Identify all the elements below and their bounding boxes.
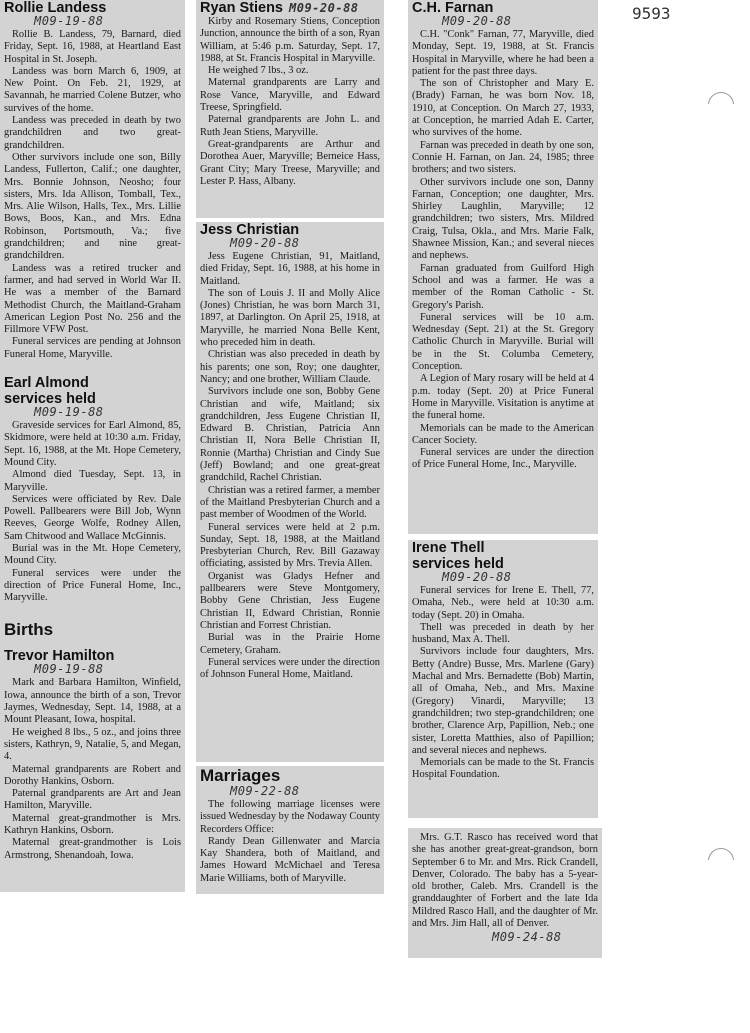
- paragraph: Funeral services for Irene E. Thell, 77, Omaha, Neb., were held at 10:30 a.m. today (Sept. 20) in Omaha.: [412, 585, 594, 621]
- paragraph: Funeral services were under the direction of Price Funeral Home, Inc., Maryville.: [4, 567, 181, 604]
- paragraph: Memorials can be made to the American Cancer Society.: [412, 422, 594, 446]
- paragraph: Landess was a retired trucker and farmer, and had served in World War II. He was a member of the Barnard Methodist Church, the Maitland-Graham American Legion Post No. 256 and the Fillmore VFW Post.: [4, 262, 181, 336]
- paragraph: Maternal great-grandmother is Lois Armstrong, Shenandoah, Iowa.: [4, 837, 181, 861]
- paragraph: Christian was a retired farmer, a member of the Maitland Presbyterian Church and a past member of Woodmen of the World.: [200, 484, 380, 521]
- binder-hole-bottom: [708, 848, 734, 874]
- headline-earl-almond: Earl Almond: [4, 375, 89, 392]
- paragraph: Great-grandparents are Arthur and Dorothea Auer, Maryville; Berneice Hass, Grant City; Mary Treese, Maryville; and Lester P. Hass, Albany.: [200, 138, 380, 187]
- obituary-rollie-landess: [4, 0, 181, 361]
- paragraph: Mark and Barbara Hamilton, Winfield, Iowa, announce the birth of a son, Trevor Jaymes, Wednesday, Sept. 14, 1988, at a Mount Pleasant, Iowa, hospital.: [4, 677, 181, 726]
- paragraph: Almond died Tuesday, Sept. 13, in Maryville.: [4, 469, 181, 493]
- paragraph: Funeral services are pending at Johnson Funeral Home, Maryville.: [4, 336, 181, 360]
- paragraph: Paternal grandparents are John L. and Ruth Jean Stiens, Maryville.: [200, 114, 380, 138]
- clipping-irene-thell: [408, 540, 598, 818]
- paragraph: Burial was in the Prairie Home Cemetery, Graham.: [200, 632, 380, 656]
- paragraph: Maternal grandparents are Robert and Dorothy Hankins, Osborn.: [4, 763, 181, 787]
- paragraph: C.H. "Conk" Farnan, 77, Maryville, died Monday, Sept. 19, 1988, at St. Francis Hospital in Maryville, where he had been a patient for the past three days.: [412, 29, 594, 77]
- paragraph: Funeral services are under the direction of Price Funeral Home, Inc., Maryville.: [412, 447, 594, 471]
- headline-ryan-stiens: [200, 0, 380, 16]
- paragraph: Kirby and Rosemary Stiens, Conception Junction, announce the birth of a son, Ryan William, at 5:46 p.m. Saturday, Sept. 17, 1988, at St. Francis Hospital in Maryville.: [200, 16, 380, 64]
- paragraph: A Legion of Mary rosary will be held at 4 p.m. today (Sept. 20) at Price Funeral Home in Maryville. Visitation is anytime at the funeral home.: [412, 373, 594, 422]
- paragraph: Randy Dean Gillenwater and Marcia Kay Shandera, both of Maitland, and James Howard McMichael and Teresa Marie Williams, both of Maryville.: [200, 835, 380, 884]
- paragraph: Rollie B. Landess, 79, Barnard, died Friday, Sept. 16, 1988, at Heartland East Hospital in St. Joseph.: [4, 29, 181, 65]
- paragraph: Other survivors include one son, Billy Landess, Fullerton, Calif.; one daughter, Mrs. Bonnie Johnson, Neosho; four sisters, Mrs. Ida Allison, Tomball, Tex., Mrs. Alie Wilson, Halls, Tex., Mrs. Lillie Bows, Boos, Kan., and Mrs. Edna Robinson, Portsmouth, Va.; five grandchildren; and nine great-grandchildren.: [4, 151, 181, 262]
- paragraph: He weighed 7 lbs., 3 oz.: [208, 65, 309, 77]
- headline-jess-christian: Jess Christian: [200, 222, 300, 238]
- paragraph: Organist was Gladys Hefner and pallbearers were Steve Montgomery, Bobby Gene Christian, Jess Eugene Christian II, Edward Christian, Ronnie Christian and Forrest Christian.: [200, 570, 380, 631]
- paragraph: Jess Eugene Christian, 91, Maitland, died Friday, Sept. 16, 1988, at his home in Maitland.: [200, 251, 380, 287]
- headline-services-held: services held: [4, 391, 96, 408]
- paragraph: Farnan was preceded in death by one son, Connie H. Farnan, on Jan. 24, 1985; three brothers; and two sisters.: [412, 139, 594, 176]
- headline-text: Ryan Stiens: [200, 0, 283, 16]
- handwritten-date: M09-20-88: [230, 236, 300, 250]
- handwritten-date: M09-19-88: [34, 405, 104, 420]
- handwritten-date: M09-22-88: [230, 784, 300, 798]
- paragraph: Services were officiated by Rev. Dale Powell. Pallbearers were Bill Job, Wynn Reeves, George Wolfe, Rodney Allen, Sam Chitwood and Wallace McGinnis.: [4, 493, 181, 542]
- headline-marriages: Marriages: [200, 766, 281, 785]
- obituary-earl-almond: [4, 375, 181, 604]
- paragraph: The son of Christopher and Mary E. (Brady) Farnan, he was born Nov. 18, 1910, at Conception. On March 27, 1933, at Conception, he married Adah E. Carter, who survives of the home.: [412, 78, 594, 139]
- paragraph: Funeral services were held at 2 p.m. Sunday, Sept. 18, 1988, at the Maitland Presbyterian Church, Rev. Bill Gazaway officiating, assisted by Mrs. Trevia Allen.: [200, 521, 380, 570]
- page-number: 9593: [632, 4, 671, 23]
- paragraph: The son of Louis J. II and Molly Alice (Jones) Christian, he was born March 31, 1897, at Darlington. On April 25, 1918, at Maryville, he married Nona Belle Kent, who preceded him in death.: [200, 287, 380, 349]
- handwritten-date: M09-19-88: [34, 14, 104, 28]
- paragraph: Mrs. G.T. Rasco has received word that she has another great-great-grandson, born September 6 to Mr. and Mrs. Rick Crandell, Denver, Colorado. The baby has a 5-year-old brother, Caleb. Mrs. Crandell is the granddaughter of Forbert and the late Ida Mildred Rasco Hall, and the daughter of Mr. and Mrs. Jim Hall, all of Denver.: [412, 832, 598, 930]
- clipping-rasco-great-grandson: [408, 828, 602, 958]
- paragraph: Maternal great-grandmother is Mrs. Kathryn Hankins, Osborn.: [4, 812, 181, 837]
- headline-irene-thell: Irene Thell: [412, 540, 485, 556]
- paragraph: Farnan graduated from Guilford High School and was a farmer. He was a member of the Roman Catholic - St. Gregory's Parish.: [412, 262, 594, 311]
- clipping-ryan-stiens: [196, 0, 384, 218]
- headline-births: Births: [4, 620, 54, 640]
- handwritten-date: M09-19-88: [34, 662, 104, 677]
- clipping-ch-farnan: [408, 0, 598, 534]
- section-births: [4, 620, 181, 640]
- paragraph: Christian was also preceded in death by his parents; one son, Roy; one daughter, Nancy; and one brother, William Claude.: [200, 349, 380, 385]
- headline-trevor-hamilton: Trevor Hamilton: [4, 648, 115, 665]
- paragraph: He weighed 8 lbs., 5 oz., and joins three sisters, Kathryn, 9, Natalie, 5, and Megan, 4.: [4, 726, 181, 763]
- paragraph: Memorials can be made to the St. Francis Hospital Foundation.: [412, 757, 594, 781]
- paragraph: Other survivors include one son, Danny Farnan, Conception; one daughter, Mrs. Shirley Laughlin, Maryville; 12 grandchildren; two sisters, Mrs. Mildred Craig, Tulsa, Okla., and Mrs. Marie Falk, Shawnee Mission, Kan.; and several nieces and nephews.: [412, 176, 594, 262]
- paragraph: Funeral services will be 10 a.m. Wednesday (Sept. 21) at the St. Gregory Catholic Church in Maryville. Burial will be in the St. Columba Cemetery, Conception.: [412, 311, 594, 373]
- paragraph: Landess was born March 6, 1909, at New Point. On Feb. 21, 1929, at Savannah, he married Colene Butzer, who survives of the home.: [4, 65, 181, 114]
- handwritten-date: M09-24-88: [492, 930, 562, 945]
- paragraph: Funeral services were under the direction of Johnson Funeral Home, Maitland.: [200, 656, 380, 681]
- headline-services-held: services held: [412, 556, 504, 572]
- clipping-marriages: [196, 766, 384, 894]
- binder-hole-top: [708, 92, 734, 118]
- paragraph: Landess was preceded in death by two grandchildren and two great-grandchildren.: [4, 115, 181, 151]
- headline-rollie-landess: Rollie Landess: [4, 0, 107, 16]
- headline-ch-farnan: C.H. Farnan: [412, 0, 494, 16]
- paragraph: Thell was preceded in death by her husband, Max A. Thell.: [412, 621, 594, 646]
- paragraph: Maternal grandparents are Larry and Rose Vance, Maryville, and Edward Treese, Springfield.: [200, 77, 380, 114]
- handwritten-date: M09-20-88: [442, 14, 512, 28]
- paragraph: Survivors include four daughters, Mrs. Betty (Andre) Busse, Mrs. Marlene (Gary) Machal and Mrs. Bernadette (Bob) Martin, all of Omaha, Neb., and Mrs. Maxine (Gregory) Vinardi, Maryville; 13 grandchildren; two step-grandchildren; one brother, Clarence Arp, Papillion, Neb.; one sister, Loretta Matthies, also of Papillion; and several nieces and nephews.: [412, 646, 594, 756]
- clipping-jess-christian: [196, 222, 384, 762]
- clipping-column-1: [0, 0, 185, 892]
- paragraph: Burial was in the Mt. Hope Cemetery, Mound City.: [4, 542, 181, 567]
- paragraph: Survivors include one son, Bobby Gene Christian and wife, Maitland; six grandchildren, Jess Eugene Christian II, Edward B. Christian, Patricia Ann Christian II, Nora Belle Christian II, Ronnie (Martha) Christian and Cindy Sue (Jeff) Bowland; and one great-great grandchild, Rachel Christian.: [200, 386, 380, 484]
- paragraph: Graveside services for Earl Almond, 85, Skidmore, were held at 10:30 a.m. Friday, Sept. 16, 1988, at the Mt. Hope Cemetery, Mound City.: [4, 420, 181, 468]
- handwritten-date: M09-20-88: [289, 1, 359, 15]
- handwritten-date: M09-20-88: [442, 570, 512, 584]
- paragraph: The following marriage licenses were issued Wednesday by the Nodaway County Recorders Office:: [200, 799, 380, 835]
- birth-trevor-hamilton: [4, 648, 181, 861]
- paragraph: Paternal grandparents are Art and Jean Hamilton, Maryville.: [4, 788, 181, 812]
